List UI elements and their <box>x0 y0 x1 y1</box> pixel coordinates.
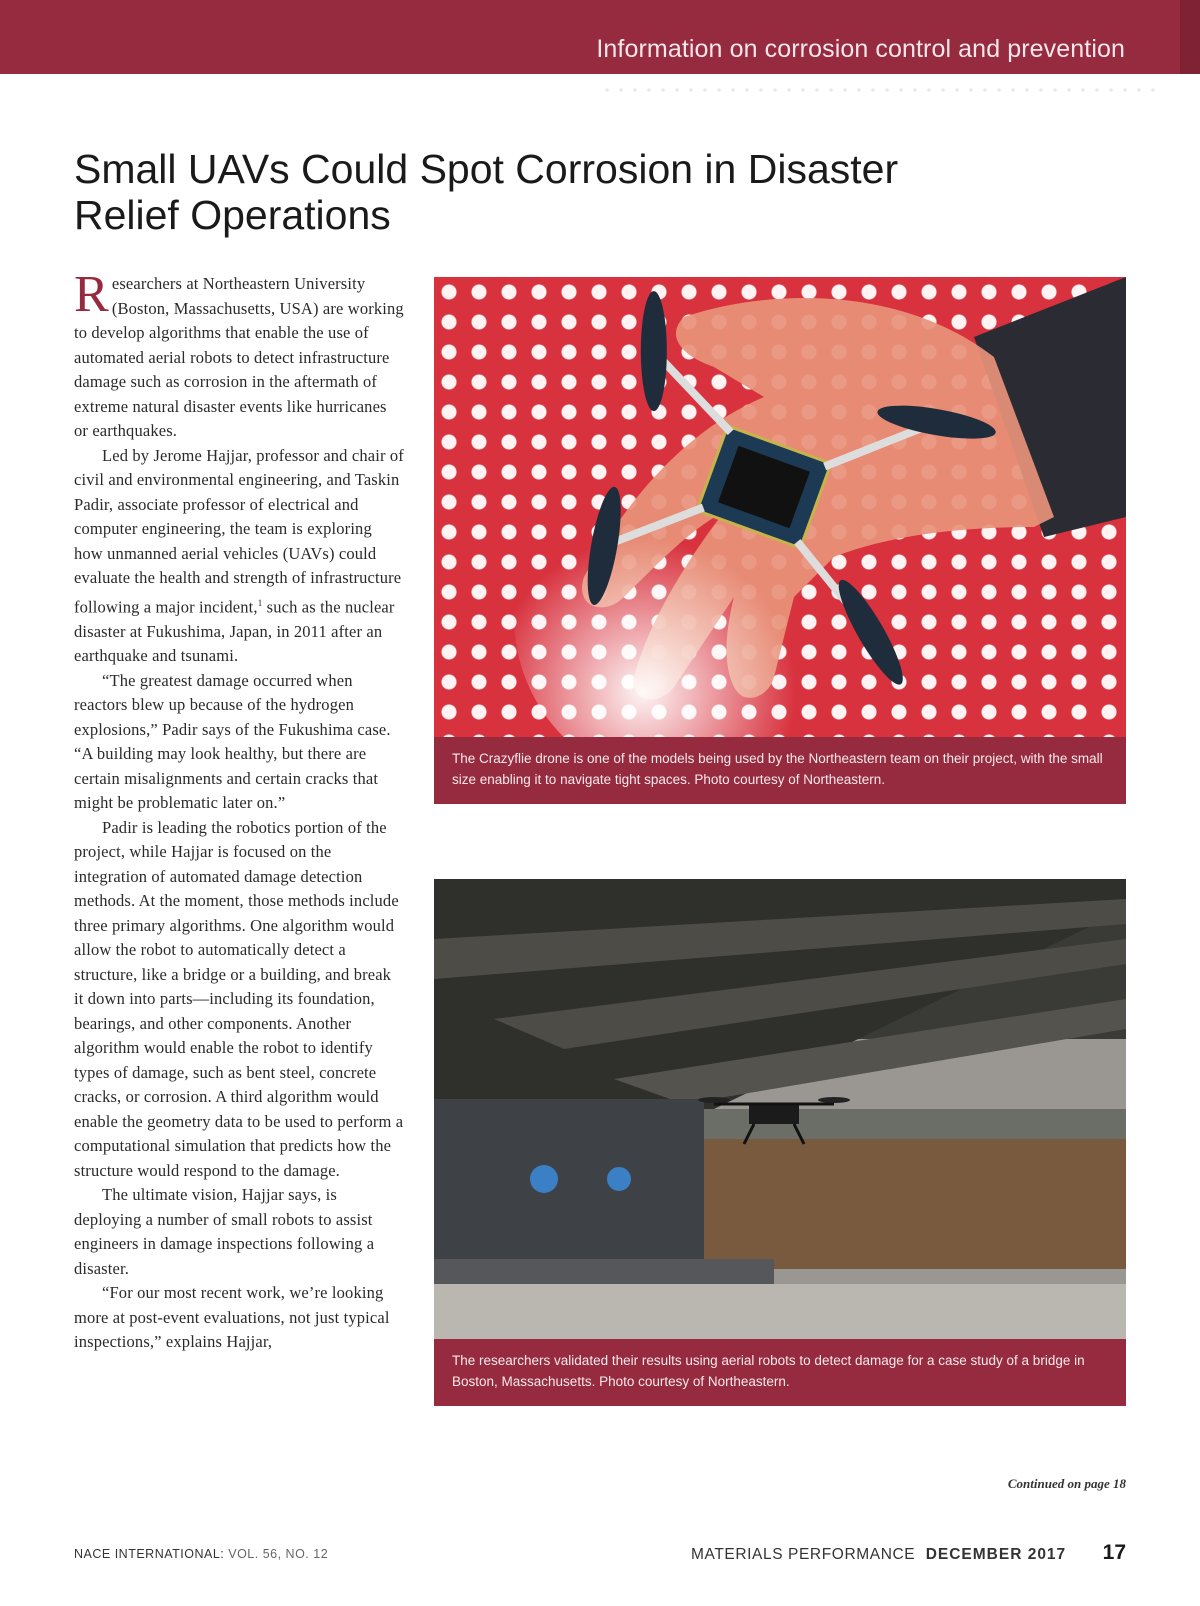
footnote-marker: 1 <box>257 597 263 608</box>
figure-drone-photo <box>434 277 1126 804</box>
article-title: Small UAVs Could Spot Corrosion in Disaster Relief Operations <box>74 146 899 238</box>
footer-publisher <box>74 1547 328 1561</box>
footer-magazine <box>691 1541 1126 1565</box>
figure-1-caption: The Crazyflie drone is one of the models being used by the Northeastern team on their project, with the small size enabling it to navigate tight spaces. Photo courtesy of Northeastern. <box>434 737 1126 804</box>
paragraph-2: Led by Jerome Hajjar, professor and chair of civil and environmental engineering, and Taskin Padir, associate professor of electrical and computer engineering, the team is exploring how unmanned aerial vehicles (UAVs) could evaluate the health and strength of infrastructure following a major incident,$^1$ such as the nuclear disaster at Fukushima, Japan, in 2011 after an earthquake and tsunami. <box>74 445 404 665</box>
paragraph-4: Padir is leading the robotics portion of the project, while Hajjar is focused on the integration of automated damage detection methods. At the moment, those methods include three primary algorithms. One algorithm would allow the robot to automatically detect a structure, like a bridge or a building, and break it down into parts—including its foundation, bearings, and other components. Another algorithm would enable the robot to identify types of damage, such as bent steel, concrete cracks, or corrosion. A third algorithm would enable the geometry data to be used to perform a computational simulation that predicts how the structure would respond to the damage. <box>74 817 404 1180</box>
header-dot-rule <box>600 88 1160 92</box>
continued-note: Continued on page 18 <box>1007 1476 1126 1491</box>
section-label: Information on corrosion control and prevention <box>596 35 1125 63</box>
paragraph-3: “The greatest damage occurred when reactors blew up because of the hydrogen explosions,” Padir says of the Fukushima case. “A building may look healthy, but there are certain misalignments and certain cracks that might be problematic later on.” <box>74 670 391 812</box>
paragraph-1: Researchers at Northeastern University (Boston, Massachusetts, USA) are working to develop algorithms that enable the use of automated aerial robots to detect infrastructure damage such as corrosion in the aftermath of extreme natural disaster events like hurricanes or earthquakes. <box>74 266 404 440</box>
bridge-inspection-image <box>434 879 1126 1339</box>
figure-bridge-photo <box>434 879 1126 1406</box>
publisher-name: NACE INTERNATIONAL: <box>74 1547 225 1561</box>
drop-cap: R <box>74 266 109 323</box>
paragraph-5: The ultimate vision, Hajjar says, is deploying a number of small robots to assist engineers in damage inspections following a disaster. <box>74 1185 375 1278</box>
magazine-name: MATERIALS PERFORMANCE <box>691 1546 916 1563</box>
page-number: 17 <box>1102 1541 1126 1564</box>
paragraph-6: “For our most recent work, we’re looking more at post-event evaluations, not just typical inspections,” explains Hajjar, <box>74 1283 390 1351</box>
article-body <box>74 266 404 1355</box>
figure-2-caption: The researchers validated their results using aerial robots to detect damage for a case study of a bridge in Boston, Massachusetts. Photo courtesy of Northeastern. <box>434 1339 1126 1406</box>
issue-date: DECEMBER 2017 <box>925 1546 1067 1563</box>
drone-on-hand-image <box>434 277 1126 737</box>
volume-issue: VOL. 56, NO. 12 <box>228 1547 329 1561</box>
